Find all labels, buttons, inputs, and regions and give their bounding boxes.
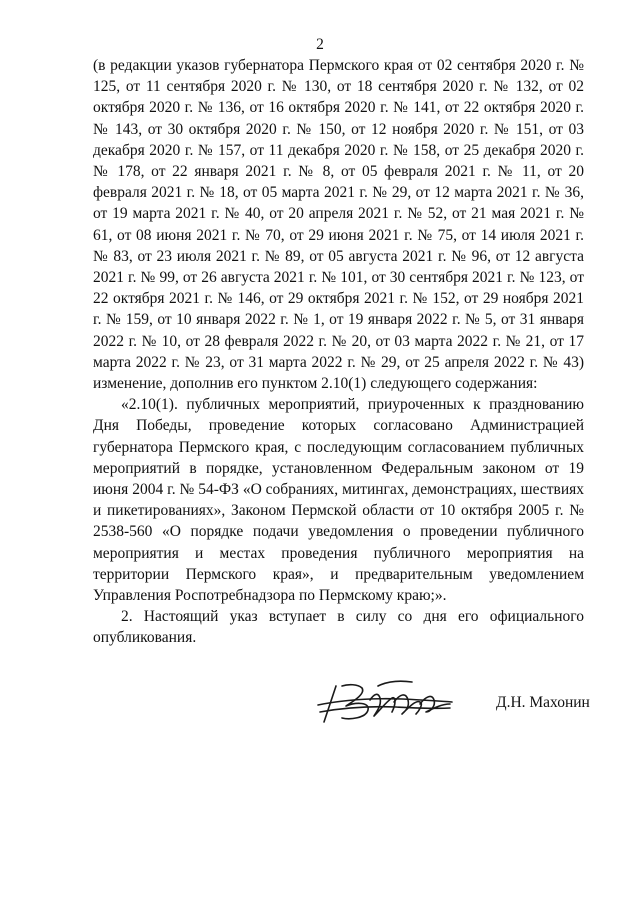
document-body [93,55,584,649]
signature-block [0,672,640,732]
effective-date-paragraph: 2. Настоящий указ вступает в силу со дня его официального опубликования. [93,608,584,647]
handwritten-signature [312,672,457,730]
amendment-paragraph: (в редакции указов губернатора Пермского края от 02 сентября 2020 г. № 125, от 11 сентября 2020 г. № 130, от 18 сентября 2020 г. № 132, от 02 октября 2020 г. № 136, от 16 октября 2020 г. № 141, от 22 октября 2020 г. № 143, от 30 октября 2020 г. № 150, от 12 ноября 2020 г. № 151, от 03 декабря 2020 г. № 157, от 11 декабря 2020 г. № 158, от 25 декабря 2020 г. № 178, от 22 января 2021 г. № 8, от 05 февраля 2021 г. № 11, от 20 февраля 2021 г. № 18, от 05 марта 2021 г. № 29, от 12 марта 2021 г. № 36, от 19 марта 2021 г. № 40, от 20 апреля 2021 г. № 52, от 21 мая 2021 г. № 61, от 08 июня 2021 г. № 70, от 29 июня 2021 г. № 75, от 14 июля 2021 г. № 83, от 23 июля 2021 г. № 89, от 05 августа 2021 г. № 96, от 12 августа 2021 г. № 99, от 26 августа 2021 г. № 101, от 30 сентября 2021 г. № 123, от 22 октября 2021 г. № 146, от 29 октября 2021 г. № 152, от 29 ноября 2021 г. № 159, от 10 января 2022 г. № 1, от 19 января 2022 г. № 5, от 31 января 2022 г. № 10, от 28 февраля 2022 г. № 20, от 03 марта 2022 г. № 21, от 17 марта 2022 г. № 23, от 31 марта 2022 г. № 29, от 25 апреля 2022 г. № 43) изменение, дополнив его пунктом 2.10(1) следующего содержания: [93,57,584,393]
signer-name: Д.Н. Махонин [496,694,590,711]
page-number: 2 [316,36,324,53]
new-clause-paragraph: «2.10(1). публичных мероприятий, приуроченных к празднованию Дня Победы, проведение которых согласовано Администрацией губернатора Пермского края, с последующим согласованием публичных мероприятий в порядке, установленном Федеральным законом от 19 июня 2004 г. № 54-ФЗ «О собраниях, митингах, демонстрациях, шествиях и пикетированиях», Законом Пермской области от 10 октября 2005 г. № 2538-560 «О порядке подачи уведомления о проведении публичного мероприятия и местах проведения публичного мероприятия на территории Пермского края», и предварительным уведомлением Управления Роспотребнадзора по Пермскому краю;». [93,396,584,605]
